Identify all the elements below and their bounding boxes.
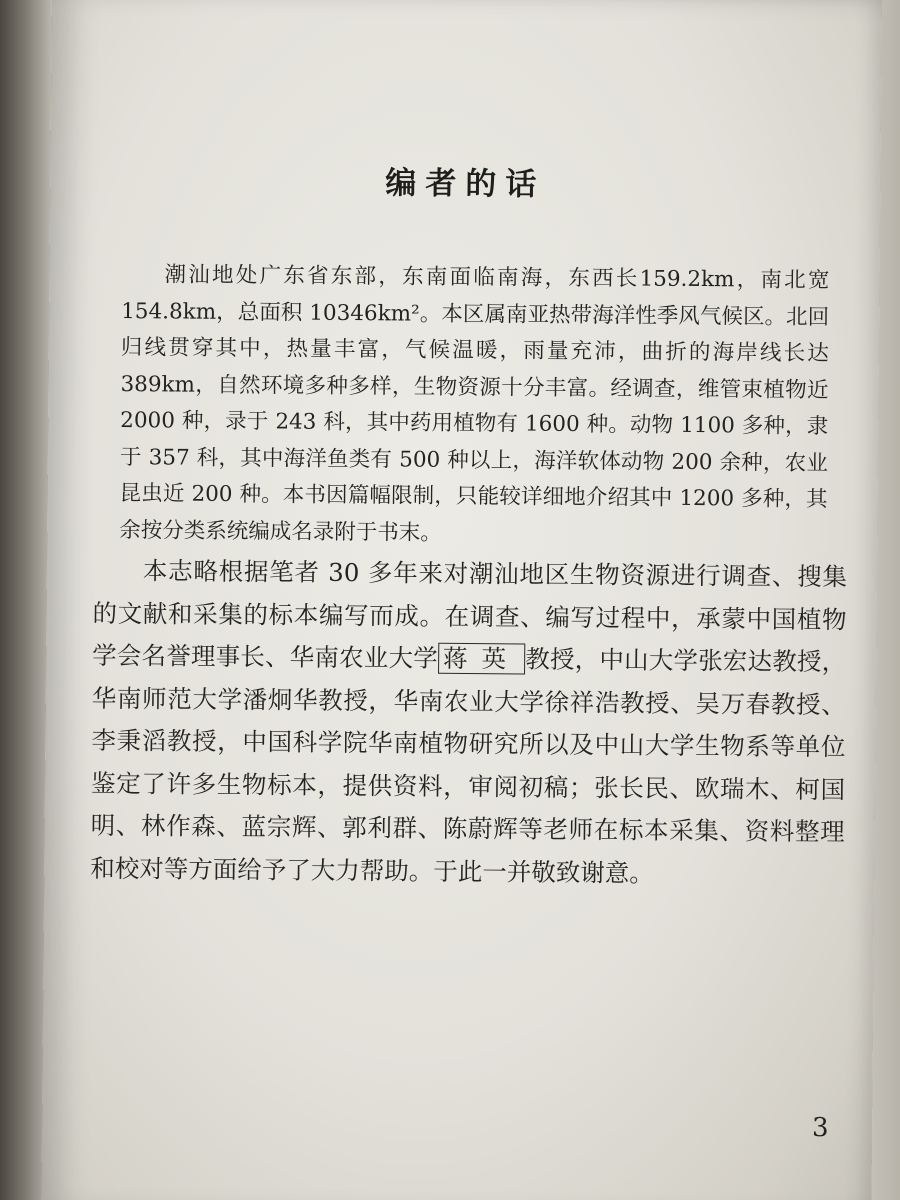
- paragraph-1: 潮汕地处广东省东部，东南面临南海，东西长159.2km，南北宽 154.8km，总面积 10346km²。本区属南亚热带海洋性季风气候区。北回归线贯穿其中，热量丰富，气候温暖，雨量充沛，曲折的海岸线长达 389km，自然环境多种多样，生物资源十分丰富。经调查，维管束植物近 2000 种，录于 243 科，其中药用植物有 1600 种。动物 1100 多种，隶于 357 科，其中海洋鱼类有 500 种以上，海洋软体动物 200 余种，农业昆虫近 200 种。本书因篇幅限制，只能较详细地介绍其中 1200 多种，其余按分类系统编成名录附于书末。: [119, 262, 830, 546]
- paragraph-2-end: 教授，中山大学张宏达教授，华南师范大学潘炯华教授，华南农业大学徐祥浩教授、吴万春教授、李秉滔教授，中国科学院华南植物研究所以及中山大学生物系等单位鉴定了许多生物标本，提供资料，审阅初稿；张长民、欧瑞木、柯国明、林作森、蓝宗辉、郭利群、陈蔚辉等老师在标本采集、资料整理和校对等方面给予了大力帮助。于此一并敬致谢意。: [90, 644, 847, 888]
- book-page: [41, 0, 882, 1200]
- page-title: 编者的话: [385, 165, 546, 203]
- body-text: [74, 257, 869, 897]
- paragraph-2: [74, 550, 867, 897]
- page-number: 3: [811, 1113, 829, 1144]
- paragraph-2-start: 本志略根据笔者 30 多年来对潮汕地区生物资源进行调查、搜集的文献和采集的标本编写而成。在调查、编写过程中，承蒙中国植物学会名誉理事长、华南农业大学: [92, 556, 848, 673]
- boxed-name: 蒋英: [438, 643, 526, 675]
